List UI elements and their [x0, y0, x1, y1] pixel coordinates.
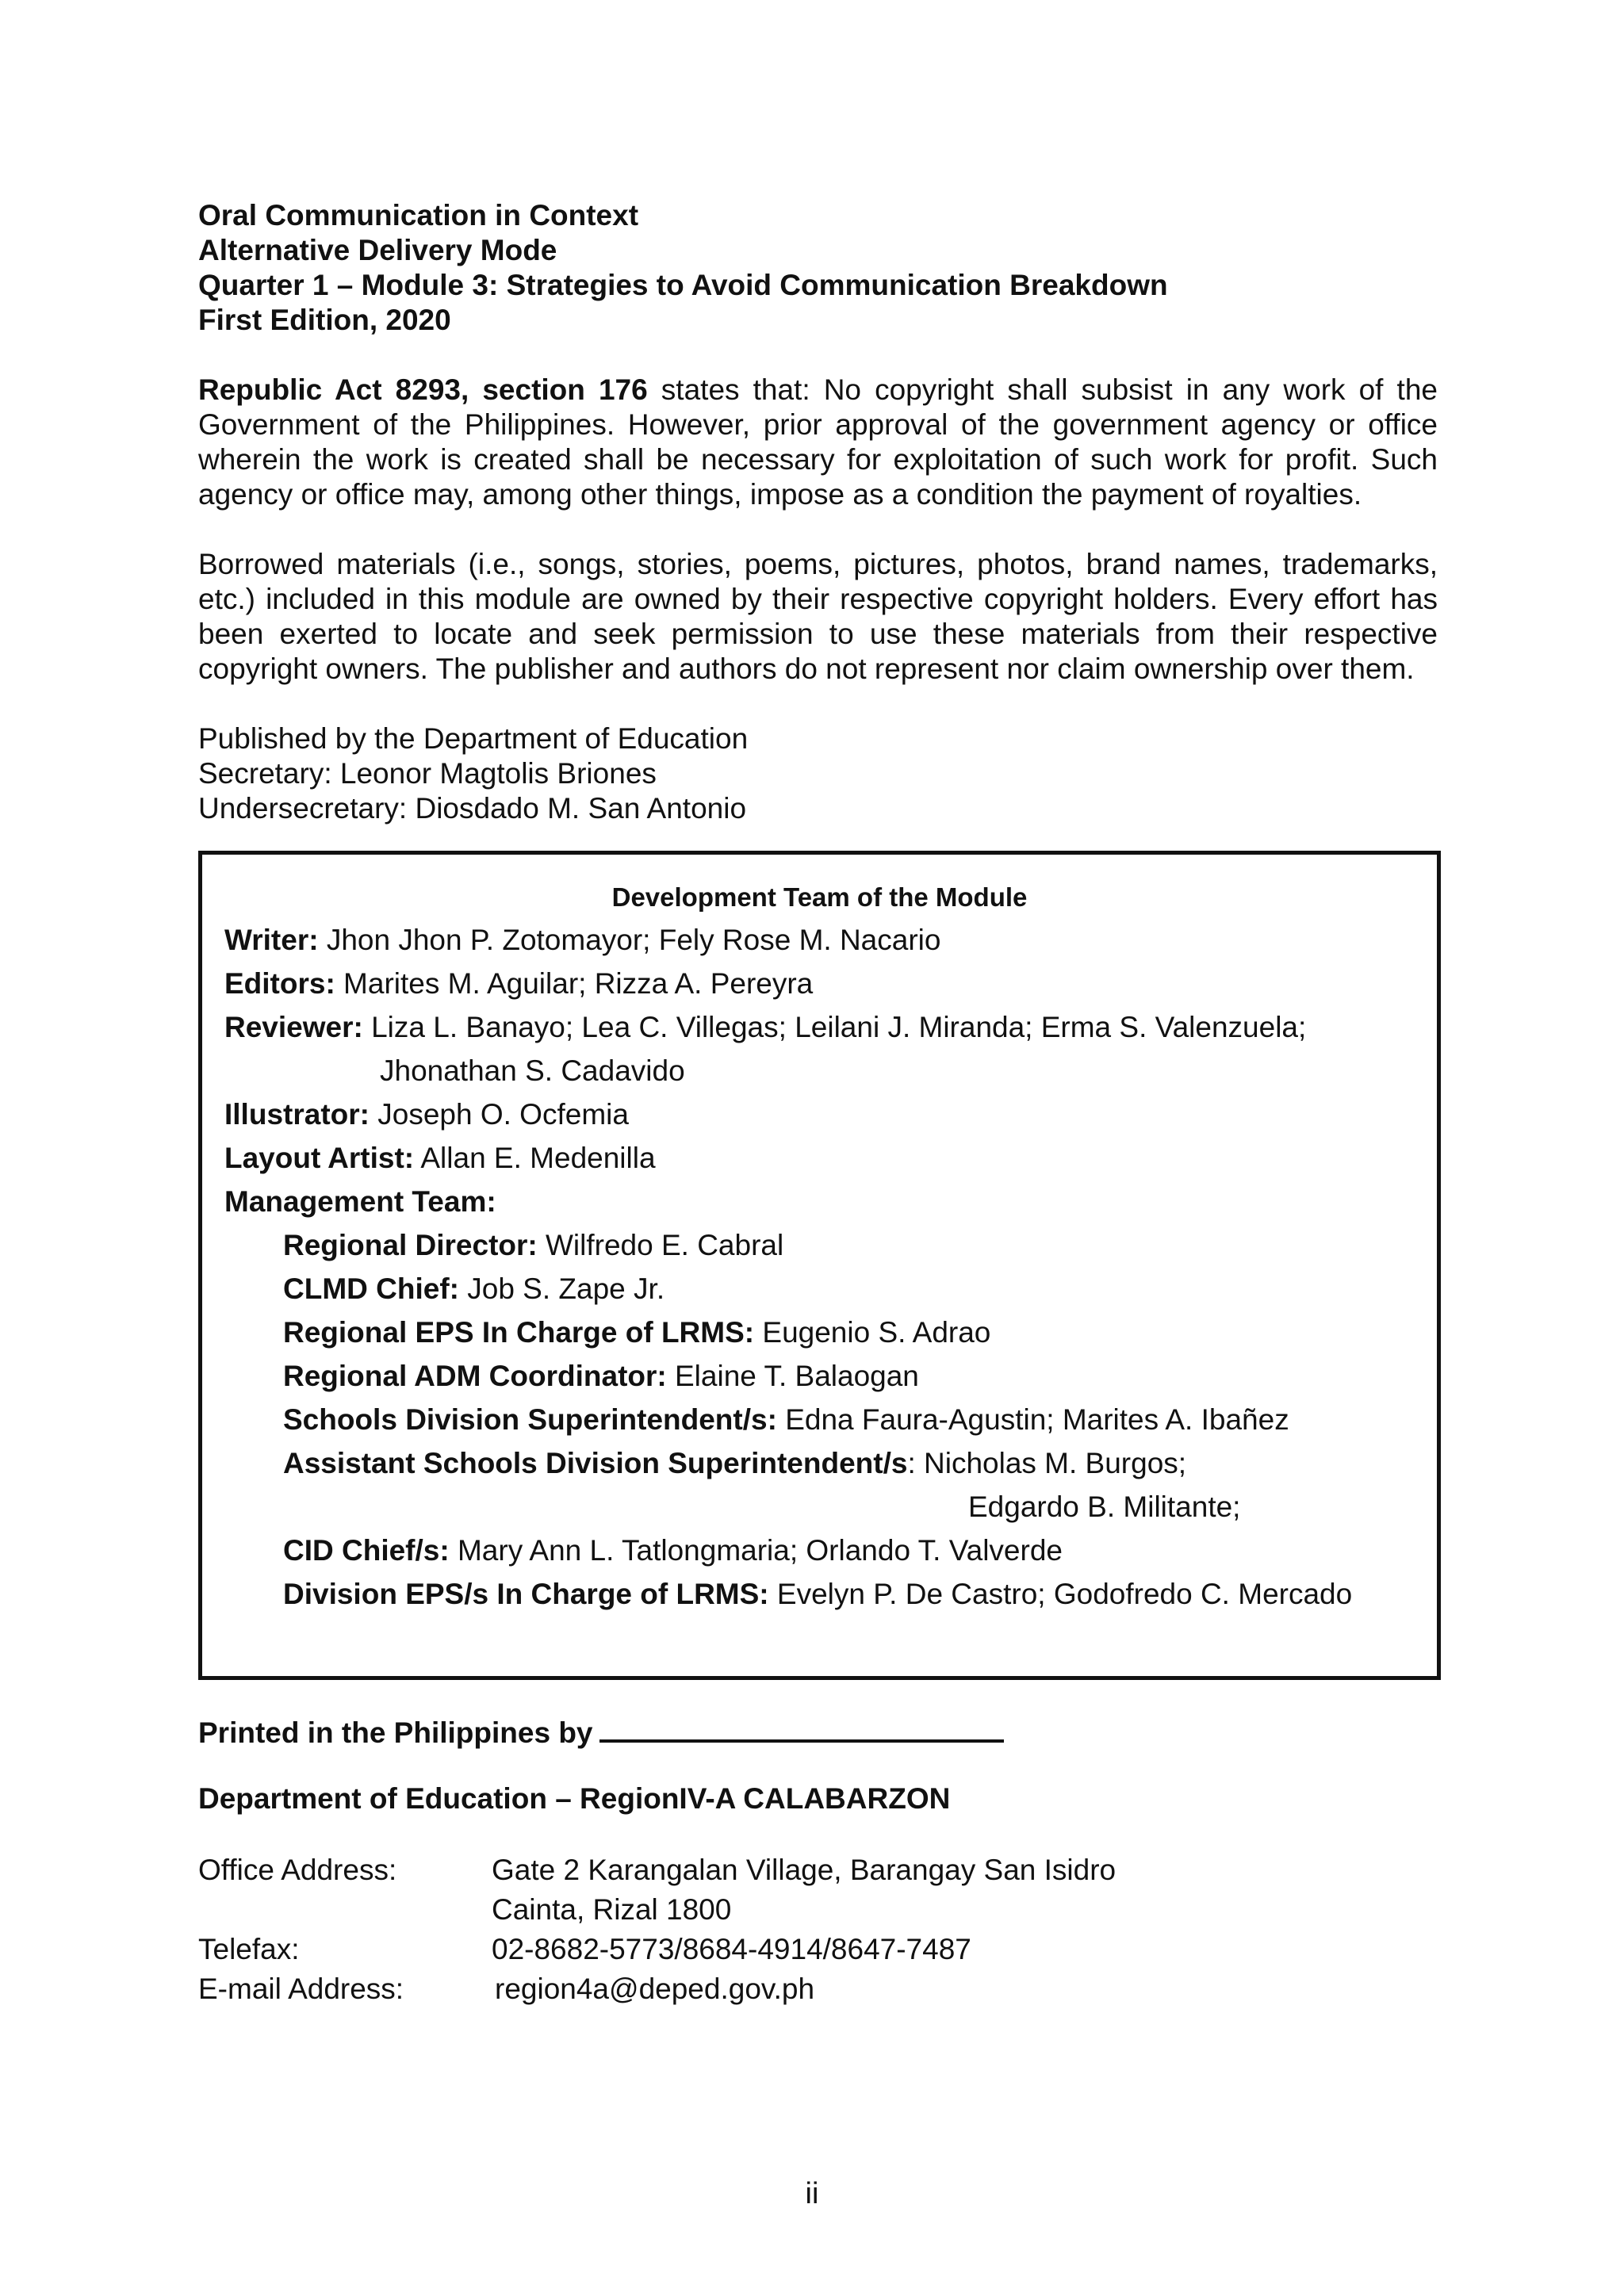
telefax-label: Telefax:	[198, 1933, 300, 1965]
illustrator-value: Joseph O. Ocfemia	[369, 1098, 629, 1131]
clmd-chief-label: CLMD Chief:	[283, 1272, 459, 1305]
reviewer-continuation: Jhonathan S. Cadavido	[380, 1054, 685, 1087]
borrowed-materials-notice: Borrowed materials (i.e., songs, stories, poems, pictures, photos, brand names, trademarks, etc.) included in this module are owned by their respective copyright holders. Every effort has been exerted to locate and seek permission to use these materials from their respective copyright owners. The publisher and authors do not represent nor claim ownership over them.	[198, 548, 1438, 685]
regional-adm-label: Regional ADM Coordinator:	[283, 1360, 667, 1392]
sds-label: Schools Division Superintendent/s:	[283, 1403, 777, 1436]
module-title: Quarter 1 – Module 3: Strategies to Avoid Communication Breakdown	[198, 269, 1168, 301]
cid-chief-label: CID Chief/s:	[283, 1534, 450, 1567]
sds-line	[224, 1398, 1421, 1441]
asds-continuation: Edgardo B. Militante;	[968, 1490, 1241, 1523]
printed-by-label: Printed in the Philippines by	[198, 1716, 593, 1749]
illustrator-label: Illustrator:	[224, 1098, 370, 1131]
reviewer-line	[224, 1005, 1421, 1049]
office-name: Department of Education – RegionIV-A CALABARZON	[198, 1782, 951, 1815]
clmd-chief-value: Job S. Zape Jr.	[458, 1272, 665, 1305]
telefax-value: 02-8682-5773/8684-4914/8647-7487	[492, 1933, 971, 1965]
publisher-block	[198, 721, 1438, 826]
undersecretary: Undersecretary: Diosdado M. San Antonio	[198, 792, 747, 825]
asds-value: : Nicholas M. Burgos;	[907, 1447, 1187, 1479]
layout-artist-label: Layout Artist:	[224, 1142, 415, 1174]
division-eps-label: Division EPS/s In Charge of LRMS:	[283, 1578, 769, 1610]
division-eps-line	[224, 1572, 1421, 1616]
course-title: Oral Communication in Context	[198, 199, 639, 232]
email-value: region4a@deped.gov.ph	[495, 1973, 815, 2005]
management-team-label: Management Team:	[224, 1185, 496, 1218]
team-title: Development Team of the Module	[611, 882, 1028, 912]
reviewer-value: Liza L. Banayo; Lea C. Villegas; Leilani J. Miranda; Erma S. Valenzuela;	[362, 1011, 1307, 1043]
secretary: Secretary: Leonor Magtolis Briones	[198, 757, 657, 790]
regional-adm-value: Elaine T. Balaogan	[666, 1360, 919, 1392]
law-reference: Republic Act 8293, section 176	[198, 373, 648, 406]
regional-eps-value: Eugenio S. Adrao	[754, 1316, 991, 1349]
illustrator-line	[224, 1093, 1421, 1136]
writer-label: Writer:	[224, 924, 319, 956]
writer-value: Jhon Jhon P. Zotomayor; Fely Rose M. Nacario	[318, 924, 941, 956]
email-label: E-mail Address:	[198, 1973, 404, 2005]
reviewer-label: Reviewer:	[224, 1011, 363, 1043]
printer-blank-line	[599, 1712, 1004, 1743]
asds-label: Assistant Schools Division Superintendent/s	[283, 1447, 908, 1479]
cid-chief-value: Mary Ann L. Tatlongmaria; Orlando T. Valverde	[449, 1534, 1063, 1567]
layout-artist-value: Allan E. Medenilla	[414, 1142, 656, 1174]
module-title-block	[198, 198, 1438, 338]
address-label: Office Address:	[198, 1854, 397, 1886]
regional-adm-line	[224, 1354, 1421, 1398]
layout-artist-line	[224, 1136, 1421, 1180]
cid-chief-line	[224, 1529, 1421, 1572]
regional-eps-label: Regional EPS In Charge of LRMS:	[283, 1316, 755, 1349]
address-line1: Gate 2 Karangalan Village, Barangay San Isidro	[492, 1854, 1116, 1886]
management-team-heading	[224, 1180, 1421, 1223]
edition: First Edition, 2020	[198, 304, 451, 336]
clmd-chief-line	[224, 1267, 1421, 1311]
law-text: states that: No copyright shall subsist in any work of the Government of the Philippines. However, prior approval of the government agency or office wherein the work is created shall be necessary for exploitation of such work for profit. Such agency or office may, among other things, impose as a condition the payment of royalties.	[198, 373, 1438, 511]
writer-line	[224, 918, 1421, 962]
division-eps-value: Evelyn P. De Castro; Godofredo C. Mercado	[768, 1578, 1353, 1610]
printed-by-line	[198, 1712, 1004, 1751]
team-list	[224, 918, 1421, 1616]
sds-value: Edna Faura-Agustin; Marites A. Ibañez	[776, 1403, 1289, 1436]
regional-director-line	[224, 1223, 1421, 1267]
page-number: ii	[805, 2177, 819, 2210]
editors-label: Editors:	[224, 967, 335, 1000]
editors-line	[224, 962, 1421, 1005]
regional-director-value: Wilfredo E. Cabral	[537, 1229, 784, 1261]
page-content	[198, 198, 1438, 826]
asds-line	[224, 1441, 1421, 1485]
regional-eps-line	[224, 1311, 1421, 1354]
address-line2: Cainta, Rizal 1800	[492, 1893, 732, 1926]
editors-value: Marites M. Aguilar; Rizza A. Pereyra	[335, 967, 814, 1000]
delivery-mode: Alternative Delivery Mode	[198, 234, 557, 266]
published-by: Published by the Department of Education	[198, 722, 749, 755]
development-team-box	[198, 851, 1441, 1680]
copyright-notice	[198, 373, 1438, 512]
regional-director-label: Regional Director:	[283, 1229, 538, 1261]
